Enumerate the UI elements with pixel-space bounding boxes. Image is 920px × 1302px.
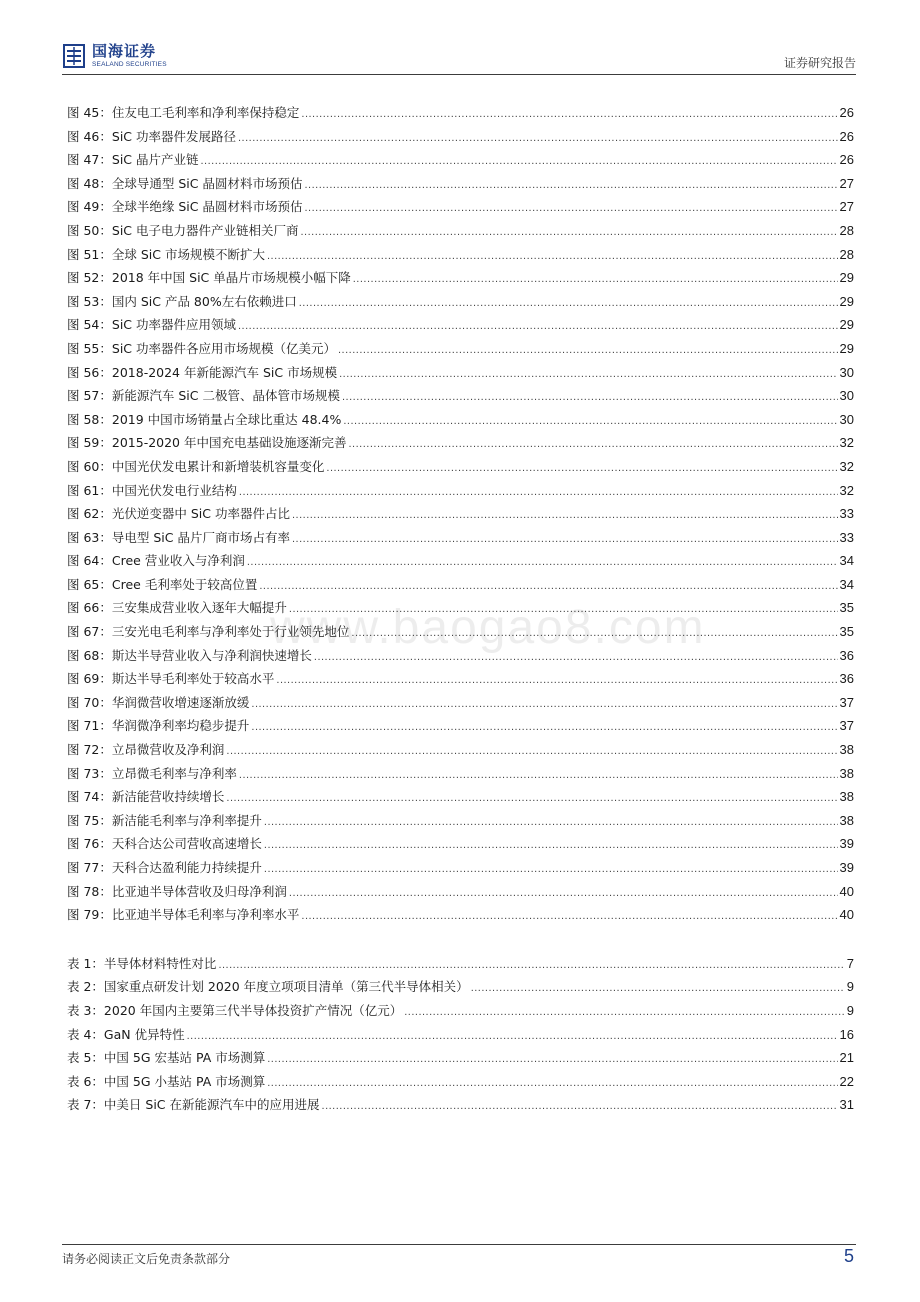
toc-entry[interactable] xyxy=(67,504,854,528)
table-list xyxy=(67,954,854,1119)
toc-entry-page: 38 xyxy=(839,812,854,828)
toc-entry-page: 29 xyxy=(839,270,854,286)
toc-entry-page: 34 xyxy=(839,553,854,569)
toc-leader-dots xyxy=(239,486,838,498)
watermark: www.baogao8.com xyxy=(270,601,706,654)
toc-entry-page: 40 xyxy=(839,883,854,899)
toc-leader-dots xyxy=(264,839,838,851)
toc-entry-title: 图 73：立昂微毛利率与净利率 xyxy=(67,765,237,781)
toc-leader-dots xyxy=(276,674,837,686)
toc-entry[interactable] xyxy=(67,1001,854,1025)
toc-leader-dots xyxy=(259,580,837,592)
toc-entry[interactable] xyxy=(67,1095,854,1119)
toc-entry-page: 29 xyxy=(839,293,854,309)
toc-entry-title: 图 76：天科合达公司营收高速增长 xyxy=(67,836,262,852)
toc-entry[interactable] xyxy=(67,457,854,481)
toc-entry[interactable] xyxy=(67,221,854,245)
toc-entry-title: 表 6：中国 5G 小基站 PA 市场测算 xyxy=(67,1073,266,1089)
toc-leader-dots xyxy=(338,344,838,356)
toc-leader-dots xyxy=(301,108,837,120)
toc-entry-title: 图 60：中国光伏发电累计和新增装机容量变化 xyxy=(67,458,325,474)
toc-leader-dots xyxy=(187,1030,838,1042)
toc-entry-title: 图 69：斯达半导毛利率处于较高水平 xyxy=(67,671,275,687)
toc-entry-title: 图 58：2019 中国市场销量占全球比重达 48.4% xyxy=(67,411,342,427)
toc-leader-dots xyxy=(471,982,845,994)
toc-entry-title: 图 46：SiC 功率器件发展路径 xyxy=(67,128,236,144)
toc-leader-dots xyxy=(351,627,837,639)
toc-entry[interactable] xyxy=(67,245,854,269)
toc-entry-page: 39 xyxy=(839,860,854,875)
toc-entry[interactable] xyxy=(67,1048,854,1072)
toc-entry[interactable] xyxy=(67,787,854,811)
toc-entry[interactable] xyxy=(67,481,854,505)
toc-entry[interactable] xyxy=(67,598,854,622)
toc-entry-title: 图 48：全球导通型 SiC 晶圆材料市场预估 xyxy=(67,175,303,191)
toc-entry[interactable] xyxy=(67,693,854,717)
toc-entry-title: 图 49：全球半绝缘 SiC 晶圆材料市场预估 xyxy=(67,199,303,215)
toc-entry[interactable] xyxy=(67,433,854,457)
toc-entry-title: 图 67：三安光电毛利率与净利率处于行业领先地位 xyxy=(67,624,350,640)
toc-entry-page: 28 xyxy=(839,246,854,262)
toc-entry[interactable] xyxy=(67,882,854,906)
toc-entry[interactable] xyxy=(67,905,854,929)
toc-entry[interactable] xyxy=(67,315,854,339)
toc-entry[interactable] xyxy=(67,103,854,127)
toc-leader-dots xyxy=(314,651,838,663)
toc-entry-page: 40 xyxy=(839,907,854,923)
toc-entry-page: 32 xyxy=(839,435,854,451)
toc-entry[interactable] xyxy=(67,150,854,174)
toc-entry-title: 图 77：天科合达盈利能力持续提升 xyxy=(67,860,262,875)
toc-entry[interactable] xyxy=(67,197,854,221)
toc-entry-page: 36 xyxy=(839,647,854,663)
toc-leader-dots xyxy=(251,721,837,733)
toc-leader-dots xyxy=(304,179,837,191)
toc-leader-dots xyxy=(289,887,838,899)
toc-entry-page: 39 xyxy=(839,836,854,852)
toc-leader-dots xyxy=(292,509,838,521)
toc-entry-title: 图 61：中国光伏发电行业结构 xyxy=(67,482,237,498)
toc-leader-dots xyxy=(226,745,837,757)
toc-entry[interactable] xyxy=(67,622,854,646)
toc-entry[interactable] xyxy=(67,1025,854,1049)
toc-entry-title: 图 54：SiC 功率器件应用领域 xyxy=(67,317,236,333)
toc-entry[interactable] xyxy=(67,410,854,434)
toc-entry-page: 38 xyxy=(839,742,854,758)
toc-entry-page: 35 xyxy=(839,600,854,616)
toc-entry-title: 图 71：华润微净利率均稳步提升 xyxy=(67,718,250,734)
toc-leader-dots xyxy=(326,462,837,474)
report-type-label: 证券研究报告 xyxy=(783,56,856,70)
toc-entry-title: 图 64：Cree 营业收入与净利润 xyxy=(67,553,245,569)
toc-entry-title: 表 4：GaN 优异特性 xyxy=(67,1026,185,1042)
toc-entry-page: 26 xyxy=(839,152,854,168)
toc-entry-title: 表 5：中国 5G 宏基站 PA 市场测算 xyxy=(67,1050,266,1066)
toc-entry-page: 35 xyxy=(839,624,854,640)
toc-entry-title: 图 68：斯达半导营业收入与净利润快速增长 xyxy=(67,647,312,663)
toc-entry-title: 图 52：2018 年中国 SiC 单晶片市场规模小幅下降 xyxy=(67,270,351,286)
logo-chinese-name: 国海证券 xyxy=(92,41,157,60)
toc-leader-dots xyxy=(218,959,844,971)
toc-entry-page: 30 xyxy=(839,411,854,427)
toc-entry-title: 图 70：华润微营收增速逐渐放缓 xyxy=(67,694,250,710)
toc-entry[interactable] xyxy=(67,669,854,693)
toc-leader-dots xyxy=(264,816,838,828)
toc-leader-dots xyxy=(349,438,838,450)
toc-entry-title: 图 65：Cree 毛利率处于较高位置 xyxy=(67,576,258,592)
toc-leader-dots xyxy=(301,910,837,922)
toc-entry-page: 32 xyxy=(839,482,854,498)
toc-leader-dots xyxy=(339,368,837,380)
toc-entry-title: 图 72：立昂微营收及净利润 xyxy=(67,742,225,758)
toc-entry-title: 图 47：SiC 晶片产业链 xyxy=(67,152,199,168)
toc-entry[interactable] xyxy=(67,268,854,292)
toc-entry-page: 34 xyxy=(839,576,854,592)
toc-leader-dots xyxy=(343,415,837,427)
header-divider xyxy=(62,74,856,75)
toc-entry[interactable] xyxy=(67,764,854,788)
sealand-logo-icon xyxy=(62,43,86,69)
toc-entry-page: 30 xyxy=(839,388,854,404)
page-number: 5 xyxy=(843,1246,854,1266)
toc-entry-page: 22 xyxy=(839,1073,854,1089)
toc-leader-dots xyxy=(289,603,838,615)
toc-leader-dots xyxy=(267,1077,837,1089)
toc-entry[interactable] xyxy=(67,292,854,316)
toc-leader-dots xyxy=(267,1053,837,1065)
toc-entry[interactable] xyxy=(67,386,854,410)
toc-entry-title: 图 53：国内 SiC 产品 80%左右依赖进口 xyxy=(67,293,297,309)
toc-entry-title: 图 50：SiC 电子电力器件产业链相关厂商 xyxy=(67,222,299,238)
toc-entry-page: 27 xyxy=(839,199,854,215)
disclaimer-note: 请务必阅读正文后免责条款部分 xyxy=(62,1252,231,1266)
toc-entry-page: 37 xyxy=(839,718,854,734)
toc-entry[interactable] xyxy=(67,858,854,882)
toc-entry-title: 表 1：半导体材料特性对比 xyxy=(67,955,217,971)
toc-entry-page: 31 xyxy=(839,1097,854,1113)
toc-leader-dots xyxy=(299,297,838,309)
toc-leader-dots xyxy=(322,1100,838,1112)
toc-entry-title: 图 51：全球 SiC 市场规模不断扩大 xyxy=(67,246,265,262)
logo-english-name: SEALAND SECURITIES xyxy=(92,60,167,68)
toc-entry-page: 7 xyxy=(846,955,854,971)
toc-entry-title: 图 55：SiC 功率器件各应用市场规模（亿美元） xyxy=(67,340,336,356)
toc-entry[interactable] xyxy=(67,834,854,858)
toc-entry-page: 26 xyxy=(839,128,854,144)
toc-entry-page: 33 xyxy=(839,506,854,522)
toc-entry-page: 30 xyxy=(839,364,854,380)
toc-entry-title: 图 45：住友电工毛利率和净利率保持稳定 xyxy=(67,105,300,120)
toc-entry[interactable] xyxy=(67,811,854,835)
toc-entry-title: 图 74：新洁能营收持续增长 xyxy=(67,789,225,805)
toc-leader-dots xyxy=(226,792,837,804)
toc-entry-page: 36 xyxy=(839,671,854,687)
toc-entry-title: 图 66：三安集成营业收入逐年大幅提升 xyxy=(67,600,287,616)
toc-entry-title: 表 2：国家重点研发计划 2020 年度立项项目清单（第三代半导体相关） xyxy=(67,979,469,995)
toc-entry-title: 表 7：中美日 SiC 在新能源汽车中的应用进展 xyxy=(67,1097,320,1113)
toc-leader-dots xyxy=(201,155,838,167)
toc-entry-page: 27 xyxy=(839,175,854,191)
toc-entry-title: 图 63：导电型 SiC 晶片厂商市场占有率 xyxy=(67,529,290,545)
toc-entry-page: 33 xyxy=(839,529,854,545)
toc-leader-dots xyxy=(238,320,838,332)
toc-entry[interactable] xyxy=(67,646,854,670)
toc-entry[interactable] xyxy=(67,954,854,978)
toc-entry-title: 图 75：新洁能毛利率与净利率提升 xyxy=(67,812,262,828)
toc-leader-dots xyxy=(342,391,838,403)
toc-entry-page: 38 xyxy=(839,789,854,805)
toc-entry-title: 图 56：2018-2024 年新能源汽车 SiC 市场规模 xyxy=(67,364,338,380)
toc-entry-page: 29 xyxy=(839,340,854,356)
company-logo xyxy=(62,40,167,72)
toc-entry-page: 29 xyxy=(839,317,854,333)
toc-leader-dots xyxy=(304,202,837,214)
toc-entry-title: 图 59：2015-2020 年中国充电基础设施逐渐完善 xyxy=(67,435,347,451)
table-of-contents xyxy=(67,103,854,1119)
toc-leader-dots xyxy=(353,273,838,285)
toc-entry[interactable] xyxy=(67,575,854,599)
toc-entry-page: 16 xyxy=(839,1026,854,1042)
toc-entry-page: 26 xyxy=(839,105,854,120)
toc-entry-page: 21 xyxy=(839,1050,854,1066)
toc-entry-page: 9 xyxy=(846,1002,854,1018)
toc-entry-title: 图 78：比亚迪半导体营收及归母净利润 xyxy=(67,883,287,899)
toc-entry[interactable] xyxy=(67,528,854,552)
toc-entry-page: 38 xyxy=(839,765,854,781)
page-header xyxy=(62,40,856,72)
toc-entry[interactable] xyxy=(67,551,854,575)
toc-entry-page: 9 xyxy=(846,979,854,995)
toc-entry[interactable] xyxy=(67,363,854,387)
toc-entry-page: 32 xyxy=(839,458,854,474)
toc-entry-page: 37 xyxy=(839,694,854,710)
toc-entry[interactable] xyxy=(67,1072,854,1096)
toc-entry-title: 表 3：2020 年国内主要第三代半导体投资扩产情况（亿元） xyxy=(67,1002,403,1018)
toc-entry-page: 28 xyxy=(839,222,854,238)
toc-leader-dots xyxy=(301,226,838,238)
toc-entry-title: 图 79：比亚迪半导体毛利率与净利率水平 xyxy=(67,907,300,923)
toc-leader-dots xyxy=(238,132,838,144)
figure-list xyxy=(67,103,854,929)
toc-leader-dots xyxy=(264,863,838,875)
toc-entry[interactable] xyxy=(67,339,854,363)
toc-entry[interactable] xyxy=(67,174,854,198)
toc-leader-dots xyxy=(267,250,838,262)
list-gap xyxy=(67,929,854,954)
toc-entry[interactable] xyxy=(67,716,854,740)
toc-entry[interactable] xyxy=(67,127,854,151)
toc-entry[interactable] xyxy=(67,740,854,764)
toc-leader-dots xyxy=(292,533,838,545)
toc-entry-title: 图 57：新能源汽车 SiC 二极管、晶体管市场规模 xyxy=(67,388,340,404)
toc-leader-dots xyxy=(404,1006,845,1018)
toc-leader-dots xyxy=(239,769,838,781)
toc-leader-dots xyxy=(247,556,838,568)
footer-divider xyxy=(62,1244,856,1245)
toc-entry-title: 图 62：光伏逆变器中 SiC 功率器件占比 xyxy=(67,506,290,522)
toc-leader-dots xyxy=(251,698,837,710)
toc-entry[interactable] xyxy=(67,977,854,1001)
